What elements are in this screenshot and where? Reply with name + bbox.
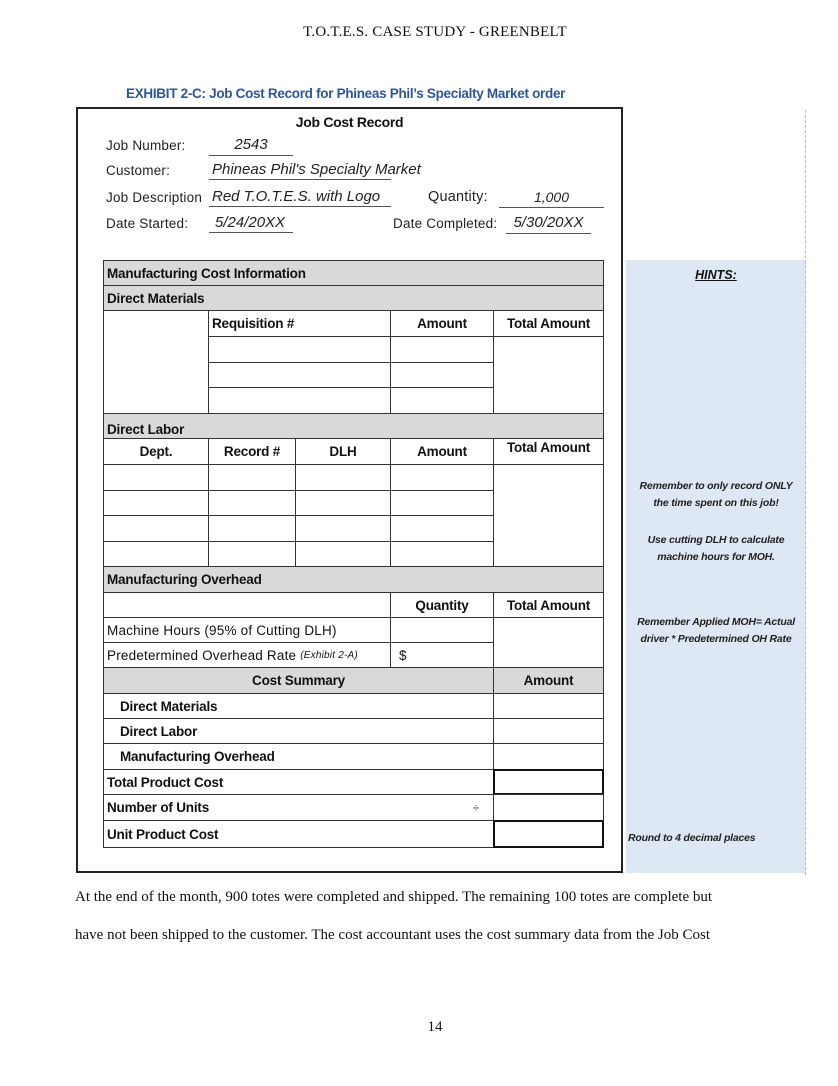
customer-label: Customer:	[106, 163, 171, 178]
dl-record-cell[interactable]	[208, 464, 296, 491]
predetermined-rate-cell[interactable]: $	[390, 642, 494, 668]
dl-amount-cell[interactable]	[390, 515, 494, 542]
page-number: 14	[427, 1019, 443, 1035]
date-completed-label: Date Completed:	[393, 216, 498, 231]
section-manufacturing-overhead: Manufacturing Overhead	[103, 566, 604, 593]
hints-panel	[626, 260, 806, 873]
dm-total-amount-cell[interactable]	[493, 336, 604, 414]
summary-direct-labor-amount[interactable]	[493, 718, 604, 744]
dl-amount-cell[interactable]	[390, 464, 494, 491]
dl-dlh-cell[interactable]	[295, 541, 391, 567]
dl-record-cell[interactable]	[208, 541, 296, 567]
dm-requisition-cell[interactable]	[208, 362, 391, 388]
moh-blank-header	[103, 592, 391, 618]
cost-summary-title: Cost Summary	[103, 667, 494, 694]
dl-header-dlh: DLH	[295, 438, 391, 465]
summary-unit-product-cost-label: Unit Product Cost	[103, 820, 494, 848]
dl-header-record: Record #	[208, 438, 296, 465]
manufacturing-cost-table	[103, 260, 604, 848]
dl-dept-cell[interactable]	[103, 464, 209, 491]
date-completed-field[interactable]: 5/30/20XX	[506, 214, 591, 234]
hints-title: HINTS:	[695, 268, 737, 282]
summary-number-of-units-amount[interactable]	[493, 794, 604, 821]
summary-moh-label: Manufacturing Overhead	[103, 743, 494, 770]
section-direct-materials: Direct Materials	[103, 285, 604, 311]
exhibit-title: EXHIBIT 2-C: Job Cost Record for Phineas Phil’s Specialty Market order	[126, 86, 566, 101]
dl-record-cell[interactable]	[208, 490, 296, 516]
job-cost-record-title: Job Cost Record	[295, 114, 404, 130]
dl-dlh-cell[interactable]	[295, 490, 391, 516]
quantity-label: Quantity:	[428, 189, 488, 205]
section-direct-labor: Direct Labor	[103, 413, 604, 439]
date-started-label: Date Started:	[106, 216, 189, 231]
summary-moh-amount[interactable]	[493, 743, 604, 770]
dm-amount-cell[interactable]	[390, 362, 494, 388]
dm-header-total: Total Amount	[493, 310, 604, 337]
hint-cutting-dlh: Use cutting DLH to calculate machine hours for MOH.	[647, 534, 785, 563]
dm-header-amount: Amount	[390, 310, 494, 337]
predetermined-rate-row	[103, 642, 391, 668]
dl-record-cell[interactable]	[208, 515, 296, 542]
dl-amount-cell[interactable]	[390, 541, 494, 567]
dm-amount-cell[interactable]	[390, 387, 494, 414]
moh-total-amount-cell[interactable]	[493, 617, 604, 668]
exhibit-reference: (Exhibit 2-A)	[300, 649, 358, 661]
summary-direct-materials-amount[interactable]	[493, 693, 604, 719]
dl-total-amount-cell[interactable]	[493, 464, 604, 567]
page-header: T.O.T.E.S. CASE STUDY - GREENBELT	[303, 24, 567, 40]
summary-direct-materials-label: Direct Materials	[103, 693, 494, 719]
job-description-field[interactable]: Red T.O.T.E.S. with Logo	[209, 188, 391, 207]
job-description-label: Job Description	[106, 190, 203, 205]
dl-header-total: Total Amount	[493, 438, 604, 465]
summary-total-product-cost-amount[interactable]	[493, 769, 604, 795]
predetermined-rate-label: Predetermined Overhead Rate	[107, 647, 297, 663]
dl-header-amount: Amount	[390, 438, 494, 465]
machine-hours-cell[interactable]	[390, 617, 494, 643]
dm-amount-cell[interactable]	[390, 336, 494, 363]
hint-applied-moh: Remember Applied MOH= Actual driver * Predetermined OH Rate	[637, 616, 795, 645]
cost-summary-amount-header: Amount	[493, 667, 604, 694]
body-paragraph-line-2: have not been shipped to the customer. The cost accountant uses the cost summary data from the Job Cost	[75, 927, 710, 943]
dm-blank-cell	[103, 310, 209, 414]
dm-requisition-cell[interactable]	[208, 336, 391, 363]
summary-number-of-units-label: Number of Units	[107, 800, 210, 815]
date-started-field[interactable]: 5/24/20XX	[209, 214, 293, 233]
job-number-field[interactable]: 2543	[209, 136, 293, 156]
summary-unit-product-cost-amount[interactable]	[493, 820, 604, 848]
divide-icon: ÷	[472, 800, 479, 815]
hint-rounding: Round to 4 decimal places	[628, 832, 756, 844]
dl-dept-cell[interactable]	[103, 515, 209, 542]
dm-header-requisition: Requisition #	[208, 310, 391, 337]
job-number-label: Job Number:	[106, 138, 186, 153]
section-manufacturing-cost-info: Manufacturing Cost Information	[103, 260, 604, 286]
moh-header-quantity: Quantity	[390, 592, 494, 618]
summary-total-product-cost-label: Total Product Cost	[103, 769, 494, 795]
dm-requisition-cell[interactable]	[208, 387, 391, 414]
quantity-field[interactable]: 1,000	[499, 188, 604, 208]
dl-dept-cell[interactable]	[103, 541, 209, 567]
dl-dlh-cell[interactable]	[295, 515, 391, 542]
dl-header-dept: Dept.	[103, 438, 209, 465]
summary-number-of-units-row	[103, 794, 494, 821]
summary-direct-labor-label: Direct Labor	[103, 718, 494, 744]
dl-dept-cell[interactable]	[103, 490, 209, 516]
dl-amount-cell[interactable]	[390, 490, 494, 516]
hint-record-time: Remember to only record ONLY the time spent on this job!	[639, 480, 793, 509]
machine-hours-label: Machine Hours (95% of Cutting DLH)	[103, 617, 391, 643]
customer-field[interactable]: Phineas Phil's Specialty Market	[209, 161, 391, 180]
body-paragraph-line-1: At the end of the month, 900 totes were completed and shipped. The remaining 100 totes are complete but	[75, 889, 713, 905]
dl-dlh-cell[interactable]	[295, 464, 391, 491]
moh-header-total: Total Amount	[493, 592, 604, 618]
